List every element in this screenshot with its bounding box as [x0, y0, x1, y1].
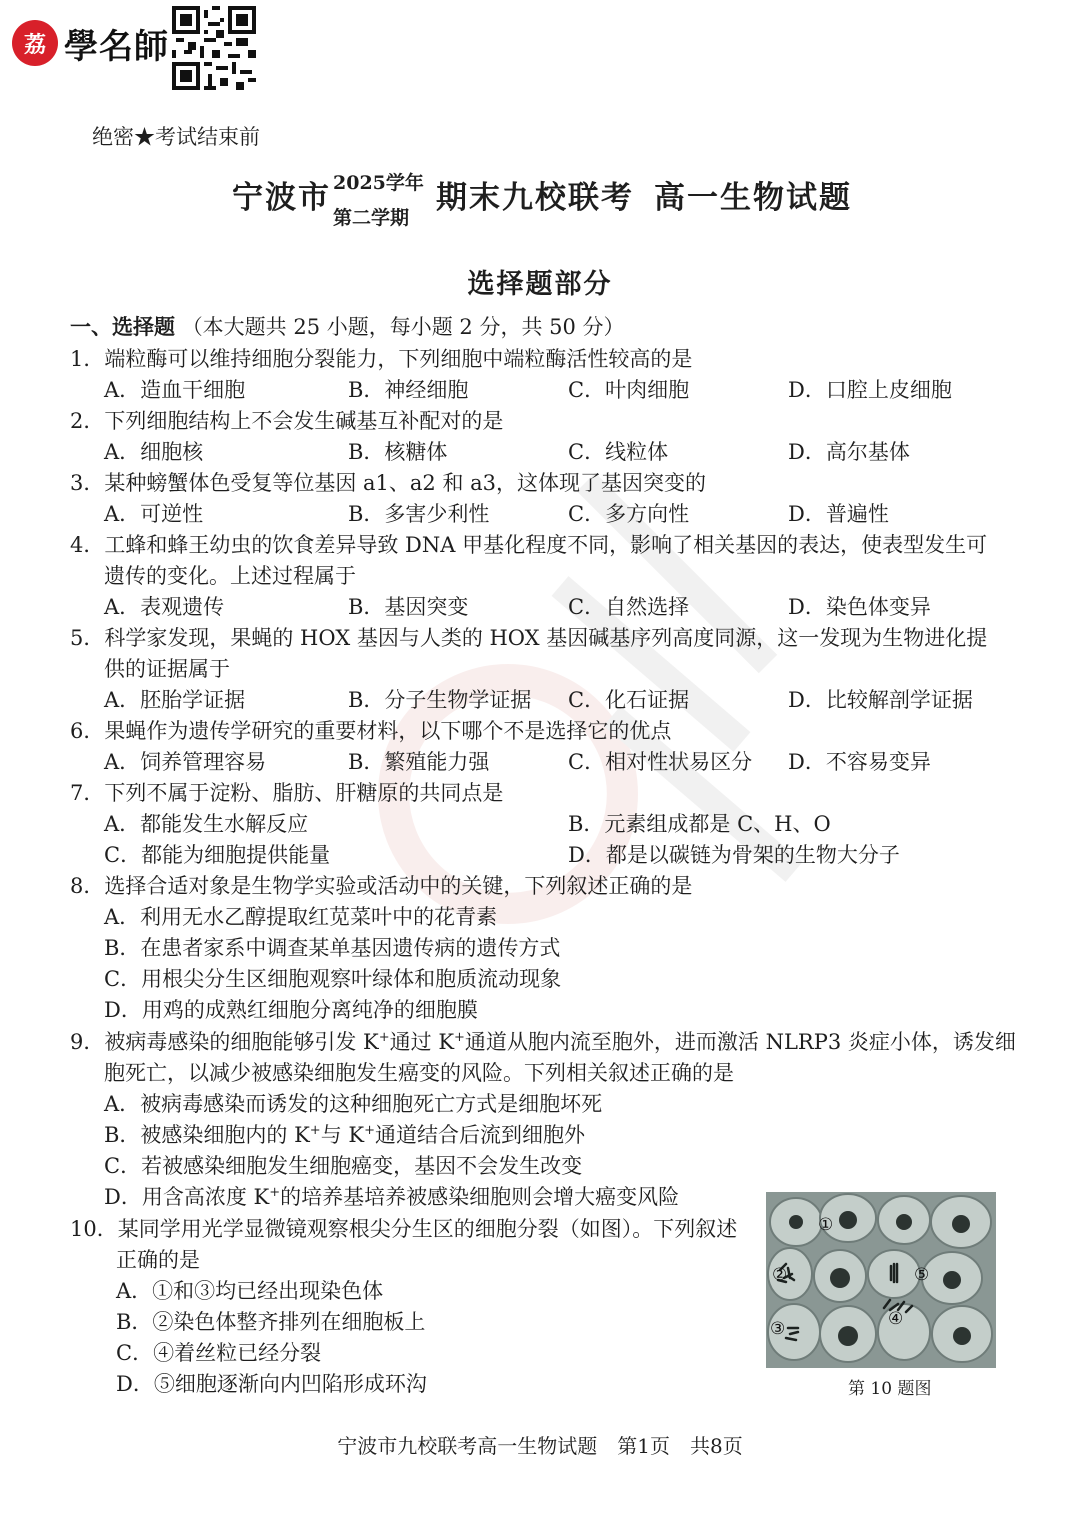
confidential-mark: 绝密★考试结束前 — [92, 125, 260, 149]
question-stem-cont: 胞死亡，以减少被感染细胞发生癌变的风险。下列相关叙述正确的是 — [104, 1061, 734, 1085]
option: D．高尔基体 — [788, 440, 910, 464]
question-stem-cont: 正确的是 — [116, 1248, 200, 1272]
title-main: 期末九校联考 — [436, 180, 634, 216]
option: B．繁殖能力强 — [348, 750, 490, 774]
stem-part: 通道从胞内流至胞外，进而激活 NLRP3 炎症小体，诱发细 — [464, 1030, 1016, 1054]
question-stem — [70, 1028, 1016, 1056]
brand-seal: 荔 — [12, 20, 58, 66]
option: D．用鸡的成熟红细胞分离纯净的细胞膜 — [104, 998, 478, 1022]
option: B．多害少利性 — [348, 502, 490, 526]
question-stem-cont: 遗传的变化。上述过程属于 — [104, 564, 356, 588]
question-stem: 6．果蝇作为遗传学研究的重要材料，以下哪个不是选择它的优点 — [70, 719, 672, 743]
option: C．叶肉细胞 — [568, 378, 690, 402]
option: C．都能为细胞提供能量 — [104, 843, 331, 867]
option: D．染色体变异 — [788, 595, 931, 619]
option: D．⑤细胞逐渐向内凹陷形成环沟 — [116, 1372, 427, 1396]
question-stem-cont: 供的证据属于 — [104, 657, 230, 681]
option-part: B．被感染细胞内的 K — [104, 1123, 310, 1147]
superscript-plus: + — [309, 1123, 321, 1138]
option: C．相对性状易区分 — [568, 750, 753, 774]
figure-label: ② — [772, 1265, 788, 1285]
option: C．线粒体 — [568, 440, 669, 464]
superscript-plus: + — [378, 1030, 390, 1045]
superscript-plus: + — [454, 1030, 465, 1045]
option: A．造血干细胞 — [104, 378, 246, 402]
option: C．化石证据 — [568, 688, 690, 712]
question-stem: 5．科学家发现，果蝇的 HOX 基因与人类的 HOX 基因碱基序列高度同源，这一发现为生物进化提 — [70, 626, 988, 650]
option: C．多方向性 — [568, 502, 690, 526]
question-stem: 2．下列细胞结构上不会发生碱基互补配对的是 — [70, 409, 504, 433]
option: A．被病毒感染而诱发的这种细胞死亡方式是细胞坏死 — [104, 1092, 603, 1116]
stem-part: 通过 K — [389, 1030, 455, 1054]
page-footer: 宁波市九校联考高一生物试题 第1页 共8页 — [337, 1434, 743, 1458]
option — [104, 1183, 679, 1211]
title-city: 宁波市 — [232, 180, 331, 216]
option: A．都能发生水解反应 — [104, 812, 309, 836]
part-heading — [70, 313, 625, 341]
option: D．普遍性 — [788, 502, 889, 526]
option: A．可逆性 — [104, 502, 204, 526]
option: A．利用无水乙醇提取红苋菜叶中的花青素 — [104, 905, 498, 929]
question-stem: 1．端粒酶可以维持细胞分裂能力，下列细胞中端粒酶活性较高的是 — [70, 347, 693, 371]
question-stem: 10．某同学用光学显微镜观察根尖分生区的细胞分裂（如图）。下列叙述 — [70, 1217, 738, 1241]
option: D．口腔上皮细胞 — [788, 378, 952, 402]
title-term: 第二学期 — [333, 207, 410, 229]
question-stem: 8．选择合适对象是生物学实验或活动中的关键，下列叙述正确的是 — [70, 874, 693, 898]
option: D．都是以碳链为骨架的生物大分子 — [568, 843, 900, 867]
option: B．在患者家系中调查某单基因遗传病的遗传方式 — [104, 936, 561, 960]
title-year: 2025学年 — [333, 172, 424, 194]
option: A．胚胎学证据 — [104, 688, 246, 712]
option: B．神经细胞 — [348, 378, 469, 402]
option-part: 与 K — [320, 1123, 365, 1147]
option: C．用根尖分生区细胞观察叶绿体和胞质流动现象 — [104, 967, 562, 991]
question-stem: 3．某种螃蟹体色受复等位基因 a1、a2 和 a3，这体现了基因突变的 — [70, 471, 707, 495]
option: A．饲养管理容易 — [104, 750, 267, 774]
option: A．细胞核 — [104, 440, 204, 464]
figure-label: ③ — [770, 1319, 786, 1339]
option: A．①和③均已经出现染色体 — [116, 1279, 384, 1303]
figure-label: ① — [818, 1215, 834, 1235]
question-stem: 7．下列不属于淀粉、脂肪、肝糖原的共同点是 — [70, 781, 504, 805]
option: C．自然选择 — [568, 595, 690, 619]
option: B．基因突变 — [348, 595, 469, 619]
option-part: 通道结合后流到细胞外 — [374, 1123, 585, 1147]
qr-code-icon — [172, 6, 256, 90]
option — [104, 1121, 585, 1149]
option: B．元素组成都是 C、H、O — [568, 812, 831, 836]
option-part: 的培养基培养被感染细胞则会增大癌变风险 — [280, 1185, 680, 1209]
figure-label: ⑤ — [914, 1265, 930, 1285]
brand-logo — [12, 10, 169, 76]
option: D．比较解剖学证据 — [788, 688, 973, 712]
superscript-plus: + — [269, 1185, 281, 1200]
figure-label: ④ — [888, 1309, 904, 1329]
stem-part: 9．被病毒感染的细胞能够引发 K — [70, 1030, 379, 1054]
option: D．不容易变异 — [788, 750, 931, 774]
option-part: D．用含高浓度 K — [104, 1185, 270, 1209]
title-subject: 高一生物试题 — [654, 180, 852, 216]
figure-caption: 第 10 题图 — [848, 1379, 932, 1399]
brand-name: 學名師 — [64, 26, 169, 67]
option: C．若被感染细胞发生细胞癌变，基因不会发生改变 — [104, 1154, 583, 1178]
superscript-plus: + — [364, 1123, 375, 1138]
section-title: 选择题部分 — [467, 269, 613, 300]
micrograph-figure — [766, 1192, 996, 1368]
option: C．④着丝粒已经分裂 — [116, 1341, 322, 1365]
part-heading-note: （本大题共 25 小题，每小题 2 分，共 50 分） — [181, 315, 625, 339]
option: B．核糖体 — [348, 440, 448, 464]
question-stem: 4．工蜂和蜂王幼虫的饮食差异导致 DNA 甲基化程度不同，影响了相关基因的表达，使表型发生可 — [70, 533, 988, 557]
part-heading-label: 一、选择题 — [70, 314, 175, 339]
option: B．分子生物学证据 — [348, 688, 532, 712]
option: A．表观遗传 — [104, 595, 225, 619]
option: B．②染色体整齐排列在细胞板上 — [116, 1310, 426, 1334]
